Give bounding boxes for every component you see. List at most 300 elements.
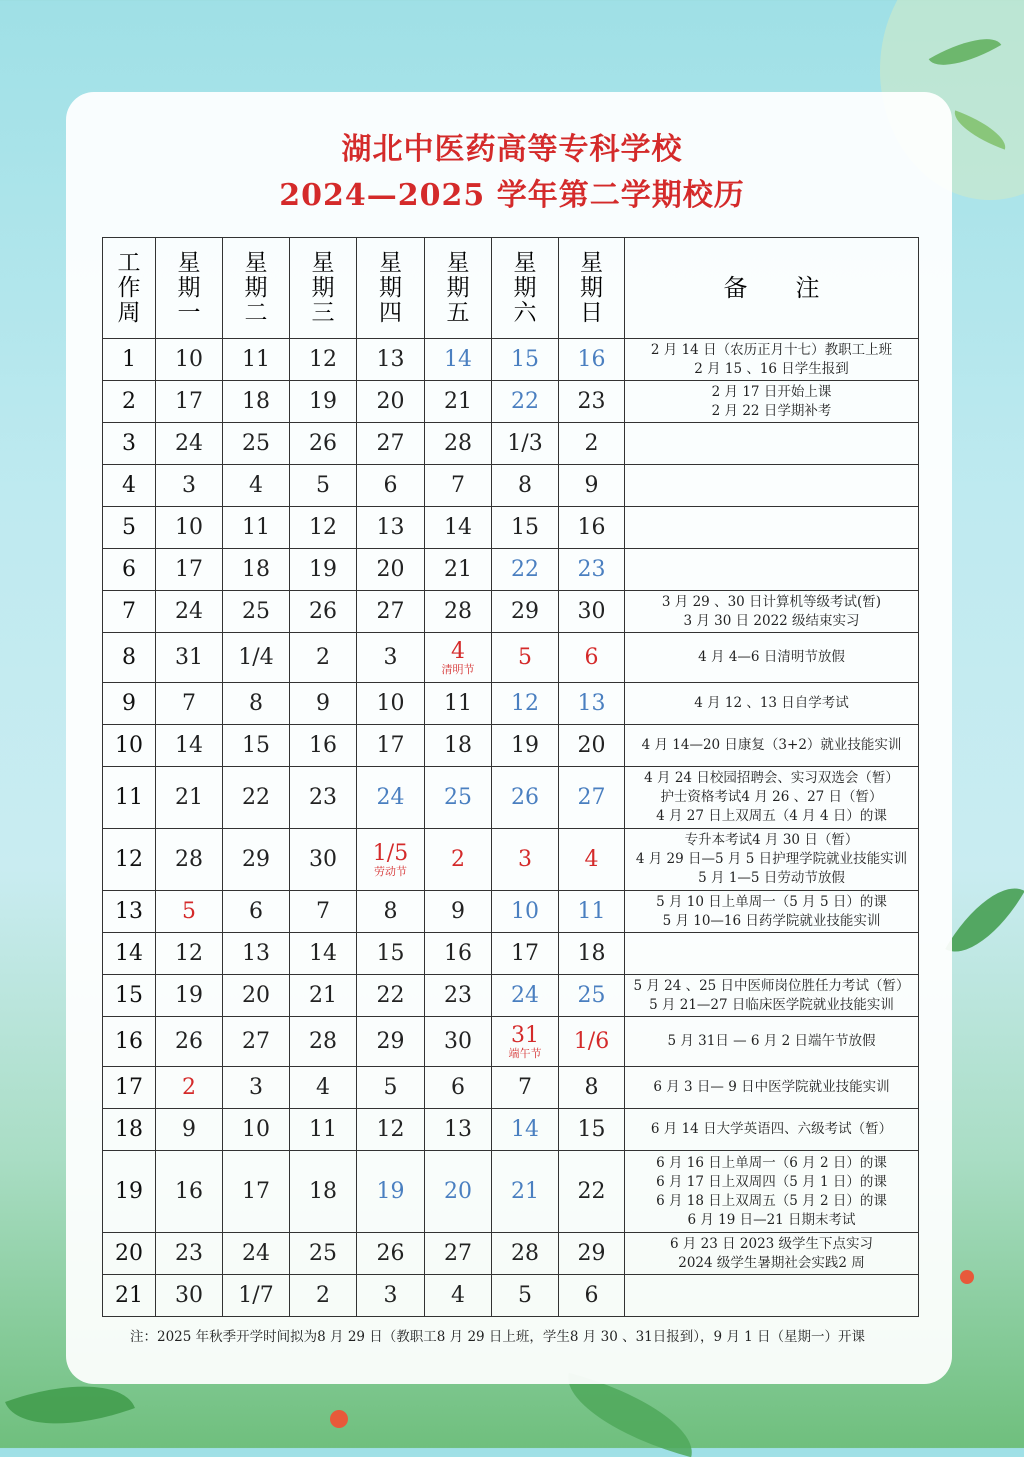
notes-cell bbox=[625, 975, 919, 1017]
notes-cell bbox=[625, 1017, 919, 1067]
day-number: 9 bbox=[584, 473, 599, 498]
day-number: 11 bbox=[444, 691, 472, 716]
header-notes: 备 注 bbox=[625, 238, 919, 339]
day-number: 29 bbox=[242, 847, 270, 872]
note-line: 6 月 19 日—21 日期末考试 bbox=[687, 1211, 856, 1228]
day-number: 9 bbox=[182, 1117, 196, 1142]
day-cell bbox=[425, 975, 492, 1017]
day-cell bbox=[223, 423, 290, 465]
day-cell bbox=[357, 1275, 425, 1317]
day-cell bbox=[425, 1109, 492, 1151]
table-row bbox=[103, 767, 919, 829]
day-cell bbox=[357, 423, 425, 465]
day-cell bbox=[559, 423, 625, 465]
notes-cell bbox=[625, 1067, 919, 1109]
note-line: 6 月 3 日— 9 日中医学院就业技能实训 bbox=[653, 1079, 890, 1095]
week-number: 19 bbox=[103, 1151, 156, 1233]
day-cell bbox=[156, 933, 223, 975]
day-number: 21 bbox=[444, 557, 472, 582]
day-number: 11 bbox=[577, 899, 606, 924]
day-cell bbox=[156, 633, 223, 683]
header-row bbox=[103, 238, 919, 339]
notes-cell bbox=[625, 423, 919, 465]
day-number: 14 bbox=[444, 515, 472, 540]
day-number: 17 bbox=[242, 1179, 270, 1204]
day-cell bbox=[357, 829, 425, 891]
day-cell bbox=[559, 933, 625, 975]
day-cell bbox=[290, 933, 357, 975]
day-cell bbox=[156, 683, 223, 725]
week-number: 12 bbox=[103, 829, 156, 891]
day-number: 1/3 bbox=[507, 431, 543, 456]
day-cell bbox=[290, 549, 357, 591]
day-cell bbox=[290, 683, 357, 725]
day-number: 29 bbox=[376, 1029, 405, 1054]
header-char: 三 bbox=[311, 299, 335, 326]
note-line: 5 月 24 、25 日中医师岗位胜任力考试（暂） bbox=[633, 977, 910, 994]
day-number: 10 bbox=[175, 347, 203, 372]
day-number: 20 bbox=[242, 983, 270, 1008]
day-cell bbox=[290, 423, 357, 465]
note-line: 4 月 4—6 日清明节放假 bbox=[698, 649, 845, 665]
day-number: 28 bbox=[444, 599, 472, 624]
day-cell bbox=[357, 975, 425, 1017]
day-number: 9 bbox=[316, 691, 330, 716]
day-cell bbox=[223, 1275, 290, 1317]
day-cell bbox=[290, 381, 357, 423]
day-cell bbox=[156, 339, 223, 381]
day-number: 8 bbox=[584, 1075, 599, 1100]
day-number: 3 bbox=[182, 473, 196, 498]
note-line: 2024 级学生暑期社会实践2 周 bbox=[678, 1254, 865, 1271]
day-number: 21 bbox=[511, 1179, 539, 1204]
day-cell bbox=[425, 381, 492, 423]
notes-cell bbox=[625, 465, 919, 507]
header-char: 期 bbox=[311, 274, 335, 301]
table-row bbox=[103, 1275, 919, 1317]
day-cell bbox=[156, 591, 223, 633]
day-number: 4 bbox=[249, 473, 263, 498]
day-cell bbox=[559, 633, 625, 683]
week-number: 10 bbox=[103, 725, 156, 767]
notes-cell bbox=[625, 1233, 919, 1275]
day-cell bbox=[357, 1109, 425, 1151]
day-cell bbox=[290, 725, 357, 767]
day-number: 5 bbox=[316, 473, 330, 498]
day-cell bbox=[357, 683, 425, 725]
day-cell bbox=[492, 767, 559, 829]
day-number: 22 bbox=[511, 557, 539, 582]
day-cell bbox=[559, 1017, 625, 1067]
day-number: 26 bbox=[175, 1029, 203, 1054]
day-cell bbox=[290, 767, 357, 829]
day-cell bbox=[492, 339, 559, 381]
day-number: 8 bbox=[249, 691, 263, 716]
day-number: 11 bbox=[309, 1117, 337, 1142]
day-number: 24 bbox=[175, 599, 203, 624]
day-cell bbox=[156, 1017, 223, 1067]
week-number: 9 bbox=[103, 683, 156, 725]
day-cell bbox=[156, 549, 223, 591]
header-char: 星 bbox=[379, 249, 402, 276]
day-number: 8 bbox=[383, 899, 398, 924]
day-cell bbox=[492, 1275, 559, 1317]
day-cell bbox=[425, 725, 492, 767]
day-number: 30 bbox=[444, 1029, 472, 1054]
header-char: 期 bbox=[244, 274, 268, 301]
day-cell bbox=[425, 933, 492, 975]
table-row bbox=[103, 1067, 919, 1109]
note-line: 4 月 29 日—5 月 5 日护理学院就业技能实训 bbox=[635, 851, 908, 867]
week-number: 2 bbox=[103, 381, 156, 423]
day-number: 4 bbox=[584, 847, 599, 872]
table-row bbox=[103, 465, 919, 507]
day-number: 27 bbox=[376, 431, 405, 456]
day-number: 22 bbox=[511, 389, 539, 414]
holiday-label: 劳动节 bbox=[374, 865, 407, 878]
day-number: 2 bbox=[182, 1075, 196, 1100]
header-friday bbox=[425, 238, 492, 339]
header-char: 星 bbox=[580, 249, 603, 276]
table-row bbox=[103, 1109, 919, 1151]
day-number: 28 bbox=[309, 1029, 337, 1054]
day-number: 23 bbox=[577, 557, 606, 582]
note-line: 6 月 18 日上双周五（5 月 2 日）的课 bbox=[656, 1192, 887, 1209]
week-number: 20 bbox=[103, 1233, 156, 1275]
day-cell bbox=[357, 1233, 425, 1275]
day-cell bbox=[492, 829, 559, 891]
leaf-decoration-3 bbox=[945, 871, 1024, 969]
notes-cell bbox=[625, 1109, 919, 1151]
note-line: 4 月 27 日上双周五（4 月 4 日）的课 bbox=[656, 808, 887, 824]
day-number: 10 bbox=[376, 691, 405, 716]
day-number: 3 bbox=[383, 645, 398, 670]
day-cell bbox=[156, 725, 223, 767]
day-cell bbox=[156, 975, 223, 1017]
day-cell bbox=[425, 1151, 492, 1233]
table-row bbox=[103, 975, 919, 1017]
day-cell bbox=[357, 549, 425, 591]
day-number: 26 bbox=[511, 785, 539, 810]
day-number: 25 bbox=[444, 785, 472, 810]
day-cell bbox=[559, 507, 625, 549]
day-number: 6 bbox=[584, 1283, 599, 1308]
note-line: 2 月 17 日开始上课 bbox=[711, 383, 832, 400]
week-number: 11 bbox=[103, 767, 156, 829]
note-line: 专升本考试4 月 30 日（暂） bbox=[684, 832, 859, 848]
day-cell bbox=[425, 339, 492, 381]
day-cell bbox=[156, 423, 223, 465]
header-char: 星 bbox=[244, 249, 268, 276]
day-number: 12 bbox=[511, 691, 539, 716]
day-cell bbox=[492, 1109, 559, 1151]
header-char: 星 bbox=[513, 249, 537, 276]
day-number: 16 bbox=[577, 515, 606, 540]
day-cell bbox=[559, 549, 625, 591]
day-number: 29 bbox=[511, 599, 539, 624]
note-line: 2 月 15 、16 日学生报到 bbox=[694, 360, 849, 377]
day-cell bbox=[223, 465, 290, 507]
day-cell bbox=[492, 423, 559, 465]
note-line: 5 月 1—5 日劳动节放假 bbox=[698, 870, 845, 886]
header-char: 六 bbox=[513, 299, 537, 326]
day-cell bbox=[156, 1275, 223, 1317]
notes-cell bbox=[625, 767, 919, 829]
day-cell bbox=[492, 1067, 559, 1109]
week-number: 16 bbox=[103, 1017, 156, 1067]
day-cell bbox=[290, 1151, 357, 1233]
day-cell bbox=[223, 633, 290, 683]
table-row bbox=[103, 549, 919, 591]
day-cell bbox=[156, 829, 223, 891]
day-cell bbox=[223, 725, 290, 767]
notes-cell bbox=[625, 549, 919, 591]
week-number: 8 bbox=[103, 633, 156, 683]
day-cell bbox=[290, 507, 357, 549]
day-number: 21 bbox=[309, 983, 337, 1008]
day-number: 24 bbox=[511, 983, 539, 1008]
day-number: 17 bbox=[511, 941, 539, 966]
day-number: 26 bbox=[309, 431, 337, 456]
notes-cell bbox=[625, 829, 919, 891]
notes-cell bbox=[625, 507, 919, 549]
header-week bbox=[103, 238, 156, 339]
day-number: 14 bbox=[175, 733, 203, 758]
day-cell bbox=[425, 507, 492, 549]
day-cell bbox=[559, 725, 625, 767]
day-number: 20 bbox=[376, 557, 405, 582]
day-cell bbox=[559, 683, 625, 725]
day-cell bbox=[492, 633, 559, 683]
day-cell bbox=[223, 381, 290, 423]
day-number: 11 bbox=[242, 347, 270, 372]
day-number: 23 bbox=[577, 389, 606, 414]
day-number: 6 bbox=[383, 473, 398, 498]
day-cell bbox=[559, 1275, 625, 1317]
header-char: 期 bbox=[177, 274, 201, 301]
note-line: 5 月 10—16 日药学院就业技能实训 bbox=[662, 912, 881, 929]
day-number: 15 bbox=[511, 515, 539, 540]
day-number: 23 bbox=[309, 785, 337, 810]
day-cell bbox=[425, 767, 492, 829]
day-number: 18 bbox=[577, 941, 606, 966]
day-number: 24 bbox=[242, 1241, 270, 1266]
day-cell bbox=[425, 683, 492, 725]
note-line: 6 月 23 日 2023 级学生下点实习 bbox=[669, 1235, 874, 1252]
day-cell bbox=[425, 891, 492, 933]
day-number: 3 bbox=[383, 1283, 398, 1308]
day-cell bbox=[223, 549, 290, 591]
day-cell bbox=[425, 1233, 492, 1275]
day-cell bbox=[290, 633, 357, 683]
day-cell bbox=[492, 683, 559, 725]
day-number: 2 bbox=[451, 847, 465, 872]
day-cell bbox=[357, 507, 425, 549]
day-number: 18 bbox=[309, 1179, 337, 1204]
day-cell bbox=[559, 465, 625, 507]
day-number: 10 bbox=[242, 1117, 270, 1142]
day-number: 3 bbox=[518, 847, 532, 872]
day-number: 6 bbox=[451, 1075, 465, 1100]
day-cell bbox=[290, 591, 357, 633]
note-line: 5 月 31日 — 6 月 2 日端午节放假 bbox=[667, 1033, 876, 1049]
day-cell bbox=[290, 1067, 357, 1109]
week-number: 18 bbox=[103, 1109, 156, 1151]
day-cell bbox=[223, 891, 290, 933]
day-cell bbox=[357, 591, 425, 633]
table-row bbox=[103, 683, 919, 725]
day-number: 19 bbox=[309, 557, 337, 582]
note-line: 3 月 30 日 2022 级结束实习 bbox=[683, 612, 860, 629]
day-number: 16 bbox=[444, 941, 472, 966]
day-number: 26 bbox=[376, 1241, 405, 1266]
notes-cell bbox=[625, 381, 919, 423]
day-cell bbox=[559, 1067, 625, 1109]
day-cell bbox=[425, 1067, 492, 1109]
day-number: 28 bbox=[511, 1241, 539, 1266]
day-number: 17 bbox=[175, 557, 203, 582]
day-number: 24 bbox=[175, 431, 203, 456]
day-number: 1/6 bbox=[573, 1029, 610, 1054]
day-number: 20 bbox=[376, 389, 405, 414]
header-sunday bbox=[559, 238, 625, 339]
day-number: 6 bbox=[249, 899, 263, 924]
table-row bbox=[103, 1151, 919, 1233]
day-number: 6 bbox=[584, 645, 599, 670]
day-cell bbox=[492, 725, 559, 767]
day-number: 16 bbox=[175, 1179, 203, 1204]
day-number: 27 bbox=[376, 599, 405, 624]
flower-decoration bbox=[960, 1270, 974, 1284]
day-cell bbox=[290, 975, 357, 1017]
day-cell bbox=[156, 507, 223, 549]
day-number: 30 bbox=[309, 847, 337, 872]
week-number: 6 bbox=[103, 549, 156, 591]
day-cell bbox=[559, 381, 625, 423]
header-wednesday bbox=[290, 238, 357, 339]
day-cell bbox=[425, 549, 492, 591]
day-cell bbox=[156, 381, 223, 423]
week-number: 7 bbox=[103, 591, 156, 633]
week-number: 14 bbox=[103, 933, 156, 975]
day-number: 10 bbox=[511, 899, 539, 924]
day-number: 12 bbox=[175, 941, 203, 966]
day-number: 12 bbox=[376, 1117, 405, 1142]
notes-cell bbox=[625, 633, 919, 683]
day-number: 14 bbox=[444, 347, 472, 372]
day-number: 24 bbox=[376, 785, 405, 810]
day-cell bbox=[223, 975, 290, 1017]
header-char: 期 bbox=[446, 274, 470, 301]
day-number: 29 bbox=[577, 1241, 606, 1266]
week-number: 5 bbox=[103, 507, 156, 549]
day-number: 27 bbox=[577, 785, 606, 810]
day-number: 7 bbox=[518, 1075, 532, 1100]
notes-cell bbox=[625, 339, 919, 381]
day-cell bbox=[559, 1233, 625, 1275]
day-number: 15 bbox=[511, 347, 539, 372]
day-number: 3 bbox=[249, 1075, 263, 1100]
day-number: 19 bbox=[309, 389, 337, 414]
week-number: 17 bbox=[103, 1067, 156, 1109]
day-number: 25 bbox=[242, 431, 270, 456]
day-cell bbox=[290, 1233, 357, 1275]
day-cell bbox=[492, 1017, 559, 1067]
day-cell bbox=[290, 1275, 357, 1317]
day-cell bbox=[425, 1275, 492, 1317]
day-cell bbox=[425, 1017, 492, 1067]
day-cell bbox=[357, 1067, 425, 1109]
day-number: 7 bbox=[451, 473, 465, 498]
day-number: 13 bbox=[242, 941, 270, 966]
day-cell bbox=[156, 891, 223, 933]
note-line: 5 月 10 日上单周一（5 月 5 日）的课 bbox=[656, 893, 887, 910]
day-number: 11 bbox=[242, 515, 270, 540]
day-cell bbox=[223, 767, 290, 829]
notes-cell bbox=[625, 683, 919, 725]
day-cell bbox=[492, 933, 559, 975]
day-cell bbox=[223, 829, 290, 891]
day-cell bbox=[492, 975, 559, 1017]
note-line: 5 月 21—27 日临床医学院就业技能实训 bbox=[649, 996, 894, 1013]
day-cell bbox=[559, 591, 625, 633]
day-number: 25 bbox=[242, 599, 270, 624]
day-cell bbox=[156, 465, 223, 507]
day-cell bbox=[223, 507, 290, 549]
note-line: 6 月 17 日上双周四（5 月 1 日）的课 bbox=[656, 1173, 887, 1190]
header-char: 工 bbox=[117, 249, 141, 276]
day-number: 12 bbox=[309, 515, 337, 540]
day-cell bbox=[223, 1151, 290, 1233]
day-cell bbox=[357, 933, 425, 975]
day-cell bbox=[425, 829, 492, 891]
header-char: 二 bbox=[244, 299, 268, 326]
day-number: 27 bbox=[242, 1029, 270, 1054]
note-line: 4 月 24 日校园招聘会、实习双选会（暂） bbox=[644, 770, 899, 786]
day-cell bbox=[492, 1233, 559, 1275]
header-saturday bbox=[492, 238, 559, 339]
day-cell bbox=[559, 829, 625, 891]
day-number: 19 bbox=[376, 1179, 405, 1204]
day-number: 18 bbox=[242, 389, 270, 414]
day-number: 16 bbox=[577, 347, 606, 372]
header-char: 星 bbox=[177, 249, 201, 276]
table-row bbox=[103, 891, 919, 933]
table-row bbox=[103, 381, 919, 423]
day-number: 7 bbox=[316, 899, 330, 924]
day-number: 5 bbox=[518, 645, 532, 670]
day-cell bbox=[559, 1151, 625, 1233]
day-cell bbox=[357, 633, 425, 683]
day-cell bbox=[357, 381, 425, 423]
day-cell bbox=[223, 933, 290, 975]
day-number: 1/5 bbox=[372, 841, 409, 866]
day-number: 19 bbox=[175, 983, 203, 1008]
header-char: 星 bbox=[446, 249, 470, 276]
day-number: 25 bbox=[577, 983, 606, 1008]
day-cell bbox=[425, 591, 492, 633]
day-cell bbox=[425, 423, 492, 465]
note-line: 6 月 16 日上单周一（6 月 2 日）的课 bbox=[656, 1154, 887, 1171]
table-row bbox=[103, 423, 919, 465]
week-number: 15 bbox=[103, 975, 156, 1017]
day-cell bbox=[223, 1233, 290, 1275]
header-char: 期 bbox=[580, 274, 603, 301]
day-number: 13 bbox=[376, 515, 405, 540]
day-cell bbox=[492, 549, 559, 591]
day-cell bbox=[492, 381, 559, 423]
header-thursday bbox=[357, 238, 425, 339]
